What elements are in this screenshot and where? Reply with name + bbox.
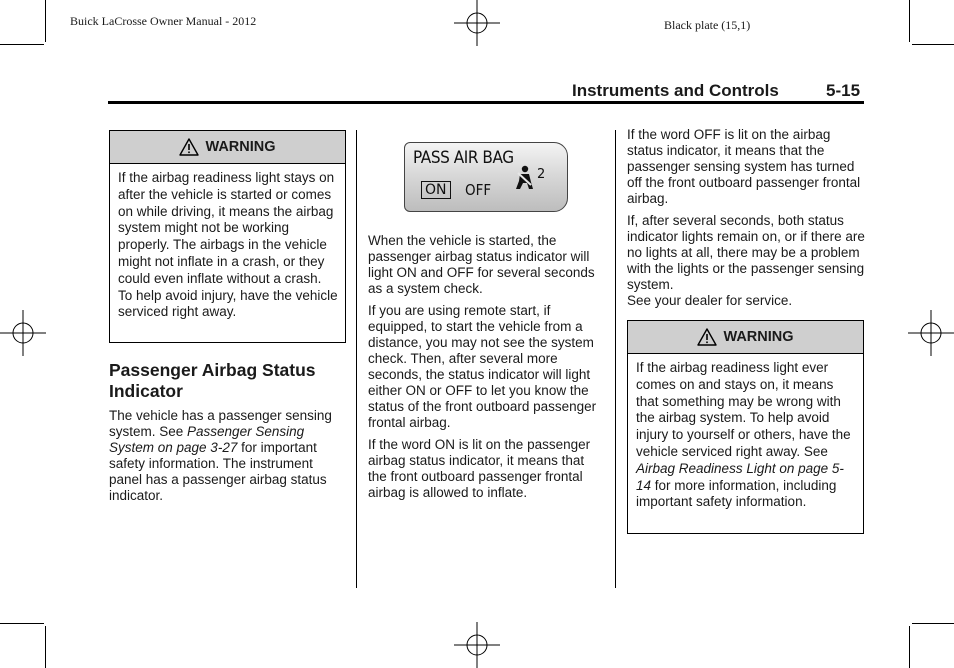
cross-reference-link[interactable]: Passenger Sensing System on page 3-27 [109,424,305,455]
warning-triangle-icon [697,328,717,346]
page-number: 5-15 [826,81,861,100]
panel-title: PASS AIR BAG [413,148,514,168]
panel-on-label: ON [421,181,451,199]
crop-mark [0,623,44,624]
column-divider [356,130,357,588]
section-heading: Passenger Airbag Status Indicator [109,360,316,401]
warning-box [109,130,346,343]
crop-mark [909,0,910,42]
warning-text [628,354,863,517]
intro-paragraph [109,408,341,504]
passenger-seatbelt-icon [513,165,535,191]
crop-mark [909,626,910,668]
panel-off-label: OFF [465,181,492,199]
crop-mark [45,0,46,42]
paragraph: When the vehicle is started, the passenger airbag status indicator will light ON and OFF for several seconds as a system check. [368,233,595,296]
warning-header [110,131,345,164]
column-divider [615,130,616,588]
airbag-status-indicator-illustration [404,142,568,212]
crop-mark [0,44,44,45]
cross-reference-link[interactable]: Airbag Readiness Light on page 5-14 [636,460,844,493]
warning-text: If the airbag readiness light stays on after the vehicle is started or comes on while driving, it means the airbag system might not be working properly. The airbags in the vehicle might not inflate in a crash, or they could even inflate without a crash. To help avoid injury, have the vehicle serviced right away. [118,170,338,320]
intro-text: The vehicle has a passenger sensing system. See [109,408,332,439]
warning-label: WARNING [205,139,276,155]
dealer-note: See your dealer for service. [627,293,793,308]
paragraph-text: If, after several seconds, both status indicator lights remain on, or if there are no lights at all, there may be a problem with the lights or the passenger sensing system. [627,213,865,292]
crop-mark [45,626,46,668]
paragraph: If the word ON is lit on the passenger airbag status indicator, it means that the front outboard passenger frontal airbag is allowed to inflate. [368,437,591,500]
header-rule [108,101,864,104]
manual-title: Buick LaCrosse Owner Manual - 2012 [70,14,257,28]
registration-mark-icon [454,0,500,46]
panel-seat-number: 2 [537,167,546,182]
registration-mark-icon [0,310,46,356]
paragraph: If the word OFF is lit on the airbag status indicator, it means that the passenger sensing system has turned off the front outboard passenger frontal airbag. [627,127,861,206]
crop-mark [912,44,954,45]
registration-mark-icon [908,310,954,356]
warning-box [627,320,864,534]
warning-label: WARNING [723,329,794,345]
column-3-text [627,127,865,309]
section-title: Instruments and Controls [572,81,779,100]
warning-text-part: If the airbag readiness light ever comes on and stays on, it means that something may be wrong with the airbag system. To help avoid injury to yourself or others, have the vehicle serviced right away. See [636,360,851,459]
paragraph [627,213,865,309]
registration-mark-icon [454,622,500,668]
warning-header [628,321,863,354]
crop-mark [912,623,954,624]
intro-text-continued: for important safety information. The instrument panel has a passenger airbag status indicator. [109,440,327,503]
warning-text-part: for more information, including important safety information. [636,477,837,510]
plate-label: Black plate (15,1) [664,18,751,32]
warning-triangle-icon [179,138,199,156]
paragraph: If you are using remote start, if equipped, to start the vehicle from a distance, you may not see the system check. Then, after several more seconds, the status indicator will light either ON or OFF to let you know the status of the front outboard passenger frontal airbag. [368,303,597,430]
column-2-text [368,233,604,507]
